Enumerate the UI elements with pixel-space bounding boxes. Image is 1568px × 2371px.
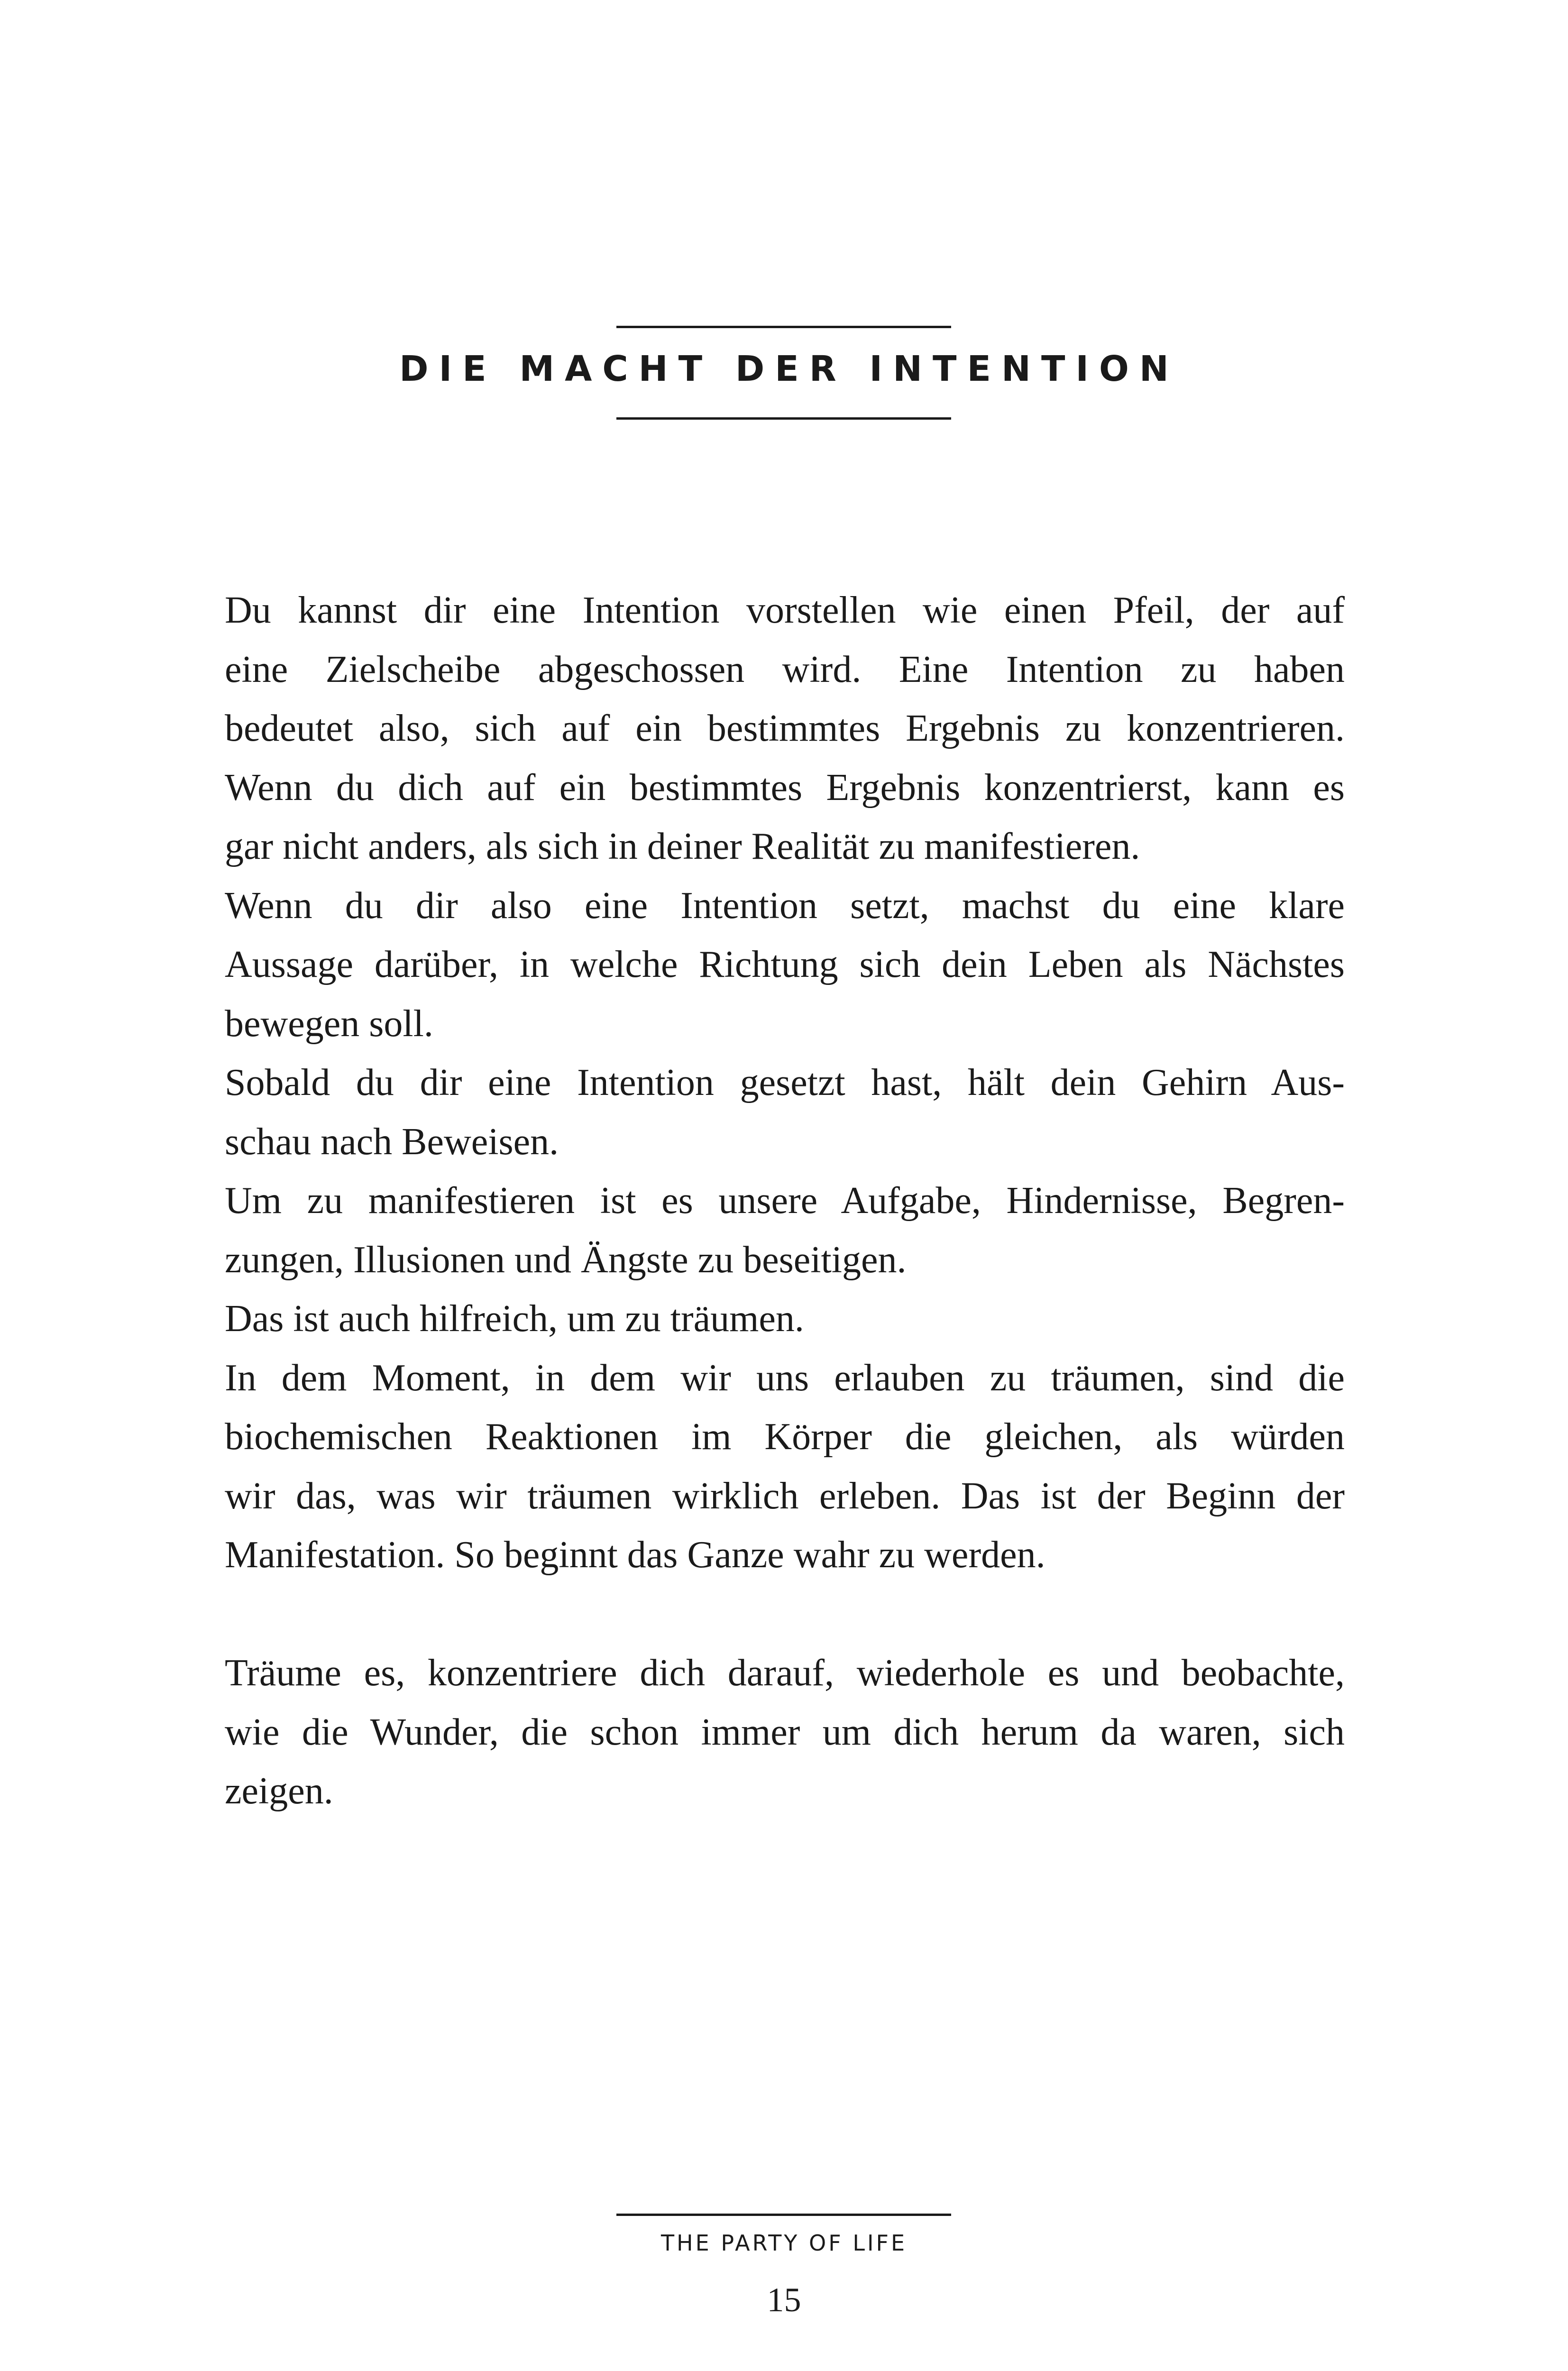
footer-book-title: THE PARTY OF LIFE [660, 2230, 908, 2256]
body-text [225, 581, 1345, 1821]
chapter-title-top-rule [616, 326, 951, 328]
body-line: wir das, was wir träumen wirklich erleben. Das ist der Beginn der [225, 1475, 1345, 1517]
body-line: Sobald du dir eine Intention gesetzt hast, hält dein Gehirn Aus- [225, 1062, 1345, 1103]
body-line: schau nach Beweisen. [225, 1121, 559, 1163]
body-line: zeigen. [225, 1770, 333, 1812]
body-line: Um zu manifestieren ist es unsere Aufgabe, Hindernisse, Begren- [225, 1180, 1345, 1222]
body-line: Das ist auch hilfreich, um zu träumen. [225, 1298, 804, 1340]
paragraph-gap [225, 1585, 1345, 1644]
body-line: In dem Moment, in dem wir uns erlauben zu träumen, sind die [225, 1357, 1345, 1399]
chapter-title-bottom-rule [616, 417, 951, 420]
chapter-title: DIE MACHT DER INTENTION [399, 349, 1179, 389]
body-line: eine Zielscheibe abgeschossen wird. Eine Intention zu haben [225, 648, 1345, 690]
body-line: bewegen soll. [225, 1002, 433, 1045]
body-line: gar nicht anders, als sich in deiner Realität zu manifestieren. [225, 826, 1140, 867]
body-line: bedeutet also, sich auf ein bestimmtes Ergebnis zu konzentrieren. [225, 708, 1345, 749]
body-line: Wenn du dir also eine Intention setzt, machst du eine klare [225, 884, 1345, 927]
body-line: Manifestation. So beginnt das Ganze wahr zu werden. [225, 1534, 1045, 1576]
body-line: biochemischen Reaktionen im Körper die gleichen, als würden [225, 1416, 1345, 1458]
body-line: wie die Wunder, die schon immer um dich herum da waren, sich [225, 1711, 1345, 1753]
body-line: Aussage darüber, in welche Richtung sich dein Leben als Nächstes [225, 944, 1345, 985]
page-number: 15 [767, 2281, 801, 2319]
body-line: Wenn du dich auf ein bestimmtes Ergebnis konzentrierst, kann es [225, 766, 1345, 809]
body-line: zungen, Illusionen und Ängste zu beseitigen. [225, 1239, 907, 1281]
body-line: Träume es, konzentriere dich darauf, wiederhole es und beobachte, [225, 1652, 1345, 1694]
footer-rule [616, 2214, 951, 2216]
body-line: Du kannst dir eine Intention vorstellen wie einen Pfeil, der auf [225, 589, 1345, 631]
